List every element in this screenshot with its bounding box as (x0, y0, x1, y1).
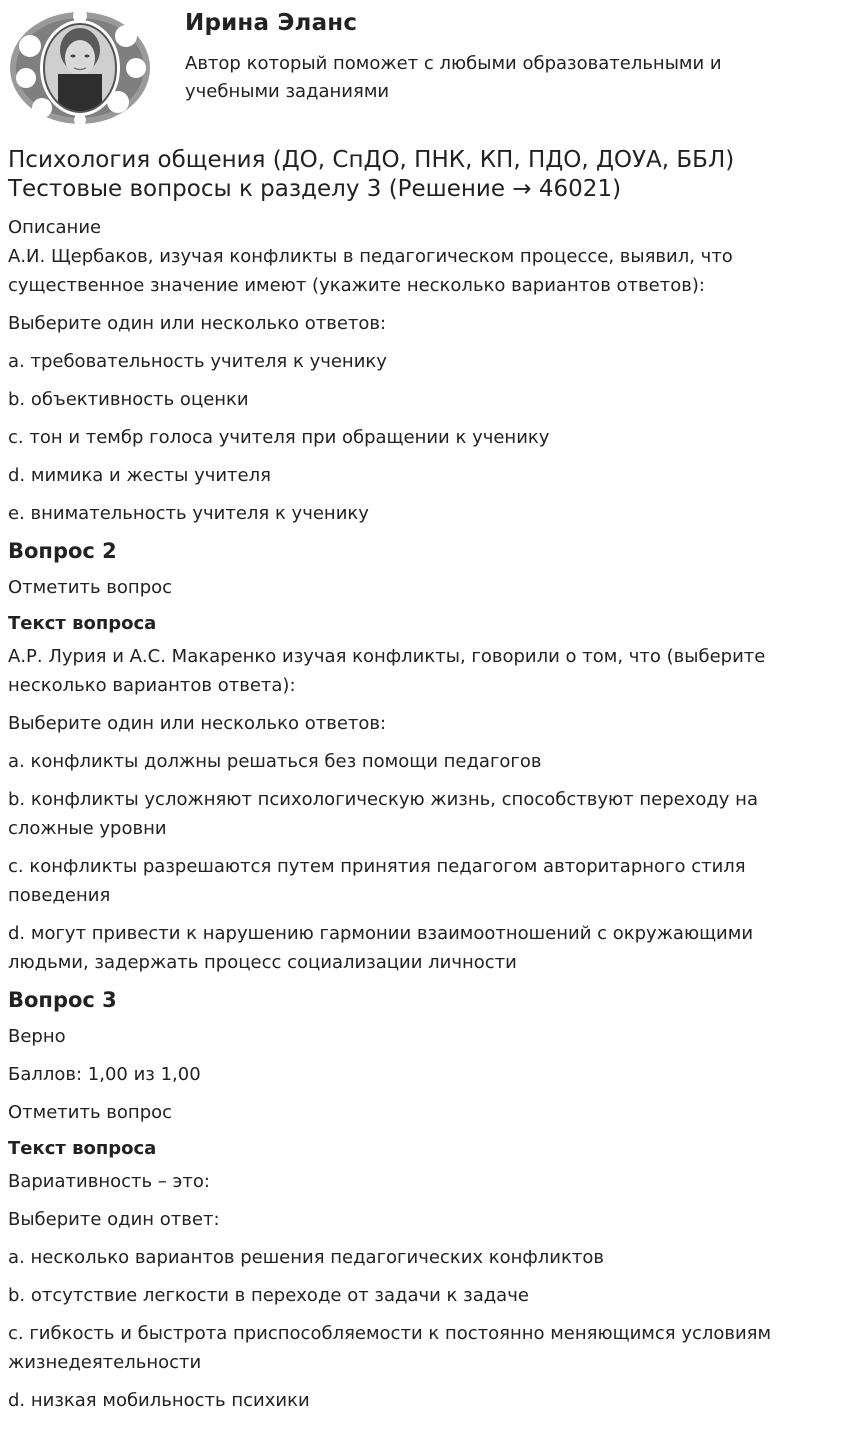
question-1-option-a[interactable]: a. требовательность учителя к ученику (8, 351, 387, 372)
question-3-option-b[interactable]: b. отсутствие легкости в переходе от задачи к задаче (8, 1285, 529, 1306)
question-3-option-d[interactable]: d. низкая мобильность психики (8, 1390, 310, 1411)
question-3-status: Верно (8, 1026, 66, 1047)
question-3 (8, 986, 838, 1415)
page-title-line-1: Психология общения (ДО, СпДО, ПНК, КП, ПДО, ДОУА, ББЛ) (8, 147, 735, 173)
question-3-option-a[interactable]: a. несколько вариантов решения педагогических конфликтов (8, 1247, 604, 1268)
question-1-option-c[interactable]: c. тон и тембр голоса учителя при обращении к ученику (8, 427, 550, 448)
question-3-flag-link[interactable]: Отметить вопрос (8, 1102, 173, 1123)
film-reel-avatar-icon (8, 6, 152, 128)
question-2-instruction: Выберите один или несколько ответов: (8, 713, 387, 734)
question-2-option-b[interactable]: b. конфликты усложняют психологическую жизнь, способствуют переходу на сложные уровни (8, 789, 758, 839)
author-description: Автор который поможет с любыми образовательными и учебными заданиями (185, 53, 722, 102)
main-content (8, 146, 838, 1424)
question-2-option-a[interactable]: a. конфликты должны решаться без помощи педагогов (8, 751, 542, 772)
question-1-option-e[interactable]: e. внимательность учителя к ученику (8, 503, 369, 524)
question-2-option-c[interactable]: c. конфликты разрешаются путем принятия педагогом авторитарного стиля поведения (8, 856, 746, 906)
question-2-flag-link[interactable]: Отметить вопрос (8, 577, 173, 598)
question-2 (8, 537, 838, 977)
question-2-text: А.Р. Лурия и А.С. Макаренко изучая конфликты, говорили о том, что (выберите несколько вариантов ответа): (8, 646, 766, 696)
question-3-text-label: Текст вопроса (8, 1138, 157, 1159)
question-1-instruction: Выберите один или несколько ответов: (8, 313, 387, 334)
question-3-option-c[interactable]: c. гибкость и быстрота приспособляемости к постоянно меняющимся условиям жизнедеятельности (8, 1323, 772, 1373)
avatar[interactable] (8, 6, 152, 128)
question-2-text-label: Текст вопроса (8, 613, 157, 634)
description-label: Описание (8, 217, 102, 238)
author-name[interactable]: Ирина Эланс (185, 10, 358, 36)
question-3-instruction: Выберите один ответ: (8, 1209, 220, 1230)
question-2-heading: Вопрос 2 (8, 539, 117, 563)
question-1-option-d[interactable]: d. мимика и жесты учителя (8, 465, 271, 486)
question-1-text: А.И. Щербаков, изучая конфликты в педагогическом процессе, выявил, что существенное значение имеют (укажите несколько вариантов ответов): (8, 246, 733, 296)
page-title (8, 146, 838, 204)
author-card (0, 0, 847, 140)
question-2-option-d[interactable]: d. могут привести к нарушению гармонии взаимоотношений с окружающими людьми, задержать процесс социализации личности (8, 923, 754, 973)
question-3-heading: Вопрос 3 (8, 988, 117, 1012)
question-3-text: Вариативность – это: (8, 1171, 210, 1192)
question-1 (8, 213, 838, 528)
question-3-score: Баллов: 1,00 из 1,00 (8, 1064, 201, 1085)
question-1-option-b[interactable]: b. объективность оценки (8, 389, 249, 410)
page-title-line-2: Тестовые вопросы к разделу 3 (Решение → 46021) (8, 176, 622, 202)
